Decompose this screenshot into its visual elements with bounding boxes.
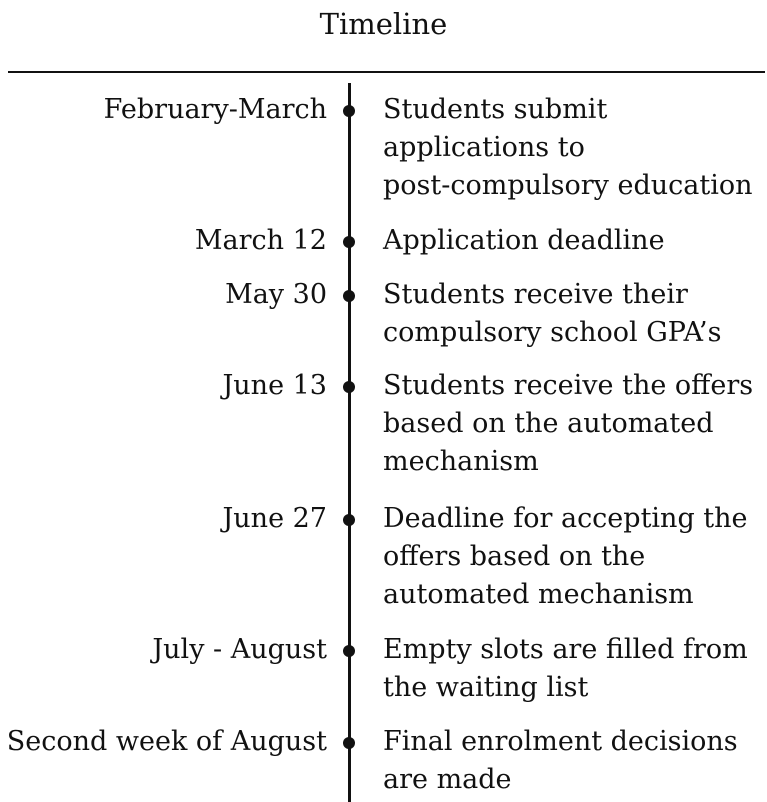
event-marker bbox=[343, 737, 355, 749]
header-rule bbox=[8, 71, 765, 73]
event-description-line: the waiting list bbox=[383, 672, 589, 703]
event-description-line: Empty slots are filled from bbox=[383, 634, 748, 665]
event-description bbox=[383, 723, 763, 799]
event-description-line: mechanism bbox=[383, 446, 539, 477]
event-description bbox=[383, 631, 763, 707]
event-description-line: Final enrolment decisions bbox=[383, 726, 738, 757]
event-description-line: post-compulsory education bbox=[383, 170, 753, 201]
event-date: March 12 bbox=[194, 225, 327, 256]
event-description bbox=[383, 500, 763, 614]
event-description-line: offers based on the bbox=[383, 541, 646, 572]
event-marker bbox=[343, 514, 355, 526]
event-description-line: applications to bbox=[383, 132, 585, 163]
event-marker bbox=[343, 290, 355, 302]
event-marker bbox=[343, 236, 355, 248]
event-description-line: compulsory school GPA’s bbox=[383, 317, 722, 348]
event-description-line: Application deadline bbox=[383, 225, 665, 256]
event-description bbox=[383, 222, 763, 260]
event-description-line: Deadline for accepting the bbox=[383, 503, 748, 534]
timeline-title: Timeline bbox=[319, 7, 448, 41]
timeline-axis bbox=[348, 83, 351, 802]
event-description-line: automated mechanism bbox=[383, 579, 694, 610]
event-marker bbox=[343, 645, 355, 657]
event-date: July - August bbox=[152, 634, 327, 665]
event-date: May 30 bbox=[225, 279, 327, 310]
event-date: February-March bbox=[103, 94, 327, 125]
event-description bbox=[383, 91, 763, 205]
event-description-line: Students submit bbox=[383, 94, 608, 125]
event-description-line: Students receive their bbox=[383, 279, 688, 310]
event-date: June 27 bbox=[222, 503, 327, 534]
event-marker bbox=[343, 105, 355, 117]
event-description bbox=[383, 276, 763, 352]
event-description bbox=[383, 367, 763, 481]
event-date: Second week of August bbox=[6, 726, 327, 757]
event-marker bbox=[343, 381, 355, 393]
event-description-line: Students receive the offers bbox=[383, 370, 754, 401]
event-description-line: are made bbox=[383, 764, 512, 795]
event-date: June 13 bbox=[222, 370, 327, 401]
event-description-line: based on the automated bbox=[383, 408, 714, 439]
